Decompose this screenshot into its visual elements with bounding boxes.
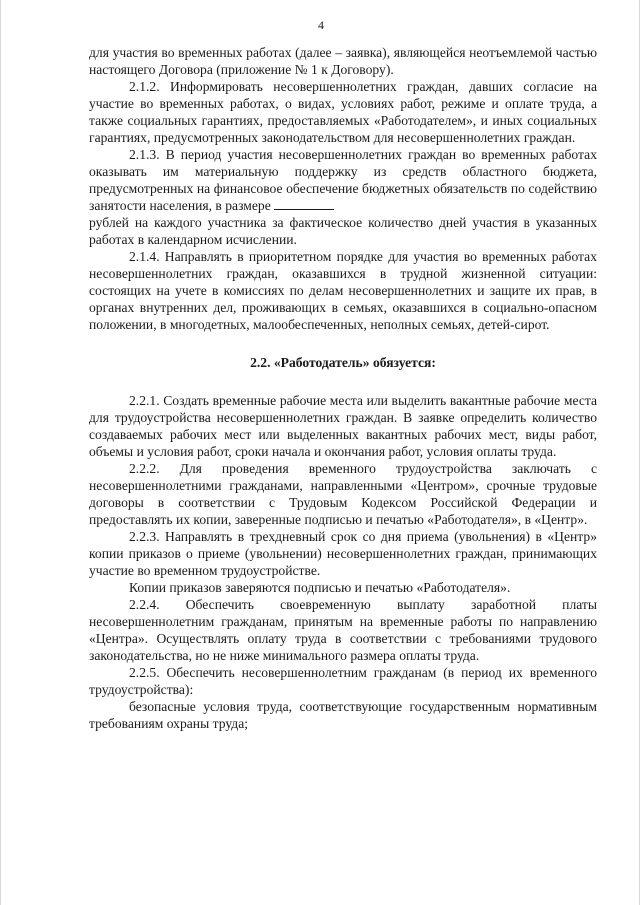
paragraph-2-2-5: 2.2.5. Обеспечить несовершеннолетним гражданам (в период их временного трудоустройства): <box>89 665 597 697</box>
paragraph-2-2-5-item: безопасные условия труда, соответствующие государственным нормативным требованиям охраны труда; <box>89 699 597 731</box>
paragraph-2-2-2: 2.2.2. Для проведения временного трудоустройства заключать с несовершеннолетними гражданами, направленными «Центром», срочные трудовые договоры в соответствии с Трудовым Кодексом Российской Федерации и предоставлять их копии, заверенные подписью и печатью «Работодателя», в «Центр». <box>89 461 597 527</box>
paragraph-2-1-4: 2.1.4. Направлять в приоритетном порядке для участия во временных работах несовершеннолетних граждан, оказавшихся в трудной жизненной ситуации: состоящих на учете в комиссиях по делам несовершеннолетних и защите их прав, в органах внутренних дел, проживающих в семьях, оказавшихся в социально-опасном положении, в многодетных, малообеспеченных, неполных семьях, детей-сирот. <box>89 249 597 332</box>
paragraph-2-1-3 <box>89 146 597 214</box>
paragraph-2-1-3-cont: рублей на каждого участника за фактическое количество дней участия в указанных работах в календарном исчислении. <box>89 215 597 247</box>
paragraph-2-2-4: 2.2.4. Обеспечить своевременную выплату заработной платы несовершеннолетним гражданам, принятым на временные работы по направлению «Центра». Осуществлять оплату труда в соответствии с требованиями трудового законодательства, но не ниже минимального размера оплаты труда. <box>89 597 597 663</box>
paragraph-2-1-3-text: 2.1.3. В период участия несовершеннолетних граждан во временных работах оказывать им материальную поддержку из средств областного бюджета, предусмотренных на финансовое обеспечение бюджетных обязательств по содействию занятости населения, в размере <box>89 147 597 213</box>
amount-blank-line <box>274 199 334 210</box>
paragraph-2-2-3-note: Копии приказов заверяются подписью и печатью «Работодателя». <box>129 580 511 595</box>
document-body <box>89 44 597 732</box>
page-number: 4 <box>318 18 324 32</box>
paragraph-2-2-1: 2.2.1. Создать временные рабочие места или выделить вакантные рабочие места для трудоустройства несовершеннолетних граждан. В заявке определить количество создаваемых рабочих мест или выделенных вакантных рабочих мест, виды работ, объемы и условия работ, сроки начала и окончания работ, условия оплаты труда. <box>89 393 597 459</box>
section-heading-2-2: 2.2. «Работодатель» обязуется: <box>250 355 436 370</box>
paragraph-continuation: для участия во временных работах (далее – заявка), являющейся неотъемлемой частью настоящего Договора (приложение № 1 к Договору). <box>89 45 597 77</box>
paragraph-2-1-2: 2.1.2. Информировать несовершеннолетних граждан, давших согласие на участие во временных работах, о видах, условиях работ, режиме и оплате труда, а также социальных гарантиях, предоставляемых «Работодателем», и иных социальных гарантиях, предусмотренных законодательством для несовершеннолетних граждан. <box>89 79 597 145</box>
paragraph-2-2-3: 2.2.3. Направлять в трехдневный срок со дня приема (увольнения) в «Центр» копии приказов о приеме (увольнении) несовершеннолетних граждан, принимающих участие во временном трудоустройстве. <box>89 529 597 578</box>
